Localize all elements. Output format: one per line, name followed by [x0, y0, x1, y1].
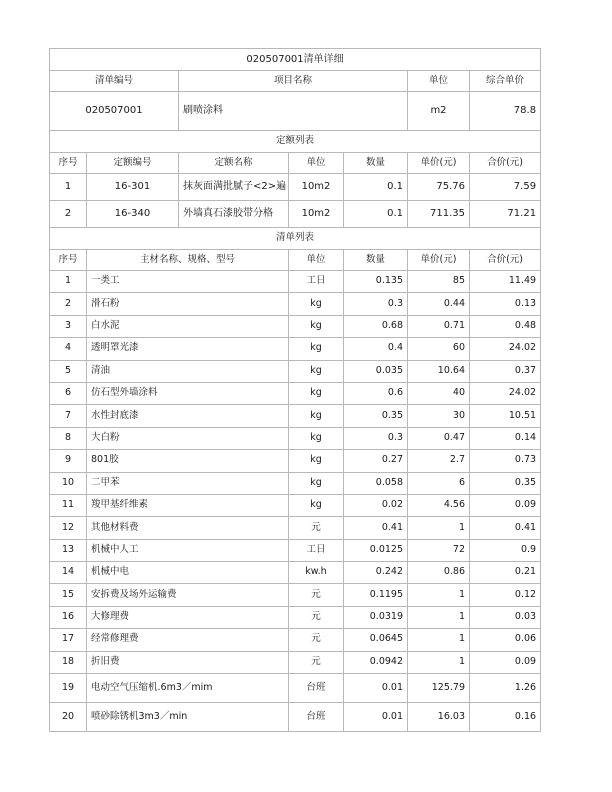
- material-row-unit: kg: [289, 494, 344, 516]
- table-row: [50, 382, 541, 404]
- material-row-total: 0.35: [470, 472, 541, 494]
- material-col-unit: 单位: [289, 250, 344, 271]
- material-row-qty: 0.3: [344, 427, 408, 449]
- table-row: [50, 174, 541, 201]
- material-row-unit: kg: [289, 293, 344, 315]
- material-col-qty: 数量: [344, 250, 408, 271]
- quota-col-code: 定额编号: [87, 153, 179, 174]
- header-bill-code: 清单编号: [50, 71, 179, 92]
- material-row-price: 10.64: [408, 360, 470, 382]
- table-row: [50, 201, 541, 228]
- table-row: [50, 674, 541, 703]
- material-row-unit: 元: [289, 584, 344, 606]
- material-row-unit: 元: [289, 629, 344, 651]
- material-row-qty: 0.3: [344, 293, 408, 315]
- material-row-no: 2: [50, 293, 87, 315]
- material-row-qty: 0.0942: [344, 651, 408, 673]
- material-row-unit: 元: [289, 651, 344, 673]
- material-row-price: 0.71: [408, 315, 470, 337]
- material-row-qty: 0.242: [344, 562, 408, 584]
- material-row-name: 801胶: [87, 450, 289, 472]
- material-row-no: 5: [50, 360, 87, 382]
- material-col-price: 单价(元): [408, 250, 470, 271]
- material-row-no: 15: [50, 584, 87, 606]
- material-row-price: 0.86: [408, 562, 470, 584]
- material-col-name: 主材名称、规格、型号: [87, 250, 289, 271]
- table-row: [50, 562, 541, 584]
- table-row: [50, 494, 541, 516]
- quota-col-unit: 单位: [289, 153, 344, 174]
- material-row-unit: 工日: [289, 539, 344, 561]
- quota-col-no: 序号: [50, 153, 87, 174]
- material-row-total: 24.02: [470, 382, 541, 404]
- material-section-heading-row: [50, 228, 541, 250]
- quota-row-unit: 10m2: [289, 174, 344, 201]
- material-row-total: 0.16: [470, 703, 541, 732]
- table-row: [50, 606, 541, 628]
- bill-item-name: 刷喷涂料: [179, 92, 408, 131]
- bill-item-row: [50, 92, 541, 131]
- material-row-name: 一类工: [87, 271, 289, 293]
- material-row-no: 19: [50, 674, 87, 703]
- material-row-name: 白水泥: [87, 315, 289, 337]
- material-row-no: 17: [50, 629, 87, 651]
- table-row: [50, 450, 541, 472]
- table-row: [50, 315, 541, 337]
- material-row-unit: kg: [289, 472, 344, 494]
- quota-row-name: 抹灰面满批腻子<2>遍: [179, 174, 289, 201]
- material-row-qty: 0.0319: [344, 606, 408, 628]
- material-row-total: 0.41: [470, 517, 541, 539]
- material-row-qty: 0.01: [344, 703, 408, 732]
- material-row-qty: 0.01: [344, 674, 408, 703]
- material-row-price: 16.03: [408, 703, 470, 732]
- quota-row-unit: 10m2: [289, 201, 344, 228]
- material-row-qty: 0.35: [344, 405, 408, 427]
- material-row-unit: kg: [289, 315, 344, 337]
- header-unit: 单位: [408, 71, 470, 92]
- material-row-price: 40: [408, 382, 470, 404]
- material-row-qty: 0.0645: [344, 629, 408, 651]
- page-title: 020507001清单详细: [50, 49, 541, 71]
- material-row-total: 0.9: [470, 539, 541, 561]
- material-row-name: 喷砂除锈机3m3／min: [87, 703, 289, 732]
- quota-row-price: 711.35: [408, 201, 470, 228]
- material-row-total: 0.06: [470, 629, 541, 651]
- material-row-name: 透明罩光漆: [87, 338, 289, 360]
- table-row: [50, 427, 541, 449]
- material-row-unit: 工日: [289, 271, 344, 293]
- material-row-no: 12: [50, 517, 87, 539]
- material-row-name: 仿石型外墙涂料: [87, 382, 289, 404]
- material-section-heading: 清单列表: [50, 228, 541, 250]
- material-row-qty: 0.4: [344, 338, 408, 360]
- material-row-total: 0.73: [470, 450, 541, 472]
- quota-section-heading-row: [50, 131, 541, 153]
- quota-row-no: 1: [50, 174, 87, 201]
- material-row-name: 清油: [87, 360, 289, 382]
- quota-columns-row: [50, 153, 541, 174]
- material-row-price: 30: [408, 405, 470, 427]
- material-row-name: 滑石粉: [87, 293, 289, 315]
- material-row-total: 11.49: [470, 271, 541, 293]
- material-row-total: 24.02: [470, 338, 541, 360]
- table-row: [50, 629, 541, 651]
- quota-section-heading: 定额列表: [50, 131, 541, 153]
- material-row-unit: 台班: [289, 703, 344, 732]
- bill-detail-table: [49, 48, 541, 732]
- document-title-row: [50, 49, 541, 71]
- table-row: [50, 472, 541, 494]
- quota-row-no: 2: [50, 201, 87, 228]
- material-row-no: 1: [50, 271, 87, 293]
- material-row-total: 0.21: [470, 562, 541, 584]
- material-row-name: 折旧费: [87, 651, 289, 673]
- bill-item-unit: m2: [408, 92, 470, 131]
- material-row-qty: 0.135: [344, 271, 408, 293]
- table-row: [50, 703, 541, 732]
- material-row-name: 机械中电: [87, 562, 289, 584]
- material-row-no: 7: [50, 405, 87, 427]
- material-row-qty: 0.68: [344, 315, 408, 337]
- quota-row-name: 外墙真石漆胶带分格: [179, 201, 289, 228]
- material-row-no: 14: [50, 562, 87, 584]
- material-col-total: 合价(元): [470, 250, 541, 271]
- material-row-unit: kw.h: [289, 562, 344, 584]
- header-unit-price: 综合单价: [470, 71, 541, 92]
- material-row-qty: 0.41: [344, 517, 408, 539]
- material-row-price: 6: [408, 472, 470, 494]
- material-row-total: 0.48: [470, 315, 541, 337]
- material-row-unit: kg: [289, 427, 344, 449]
- material-row-total: 0.14: [470, 427, 541, 449]
- material-row-no: 13: [50, 539, 87, 561]
- material-row-total: 0.09: [470, 651, 541, 673]
- material-row-price: 72: [408, 539, 470, 561]
- material-row-total: 0.13: [470, 293, 541, 315]
- material-row-unit: 元: [289, 606, 344, 628]
- quota-row-total: 7.59: [470, 174, 541, 201]
- material-row-unit: 台班: [289, 674, 344, 703]
- material-row-name: 安拆费及场外运输费: [87, 584, 289, 606]
- quota-col-qty: 数量: [344, 153, 408, 174]
- material-row-price: 0.44: [408, 293, 470, 315]
- table-row: [50, 651, 541, 673]
- material-row-qty: 0.058: [344, 472, 408, 494]
- material-row-qty: 0.1195: [344, 584, 408, 606]
- material-row-name: 电动空气压缩机.6m3／mim: [87, 674, 289, 703]
- material-row-no: 11: [50, 494, 87, 516]
- material-row-name: 机械中人工: [87, 539, 289, 561]
- material-row-total: 0.37: [470, 360, 541, 382]
- material-row-price: 2.7: [408, 450, 470, 472]
- bill-item-code: 020507001: [50, 92, 179, 131]
- material-row-no: 16: [50, 606, 87, 628]
- material-row-qty: 0.6: [344, 382, 408, 404]
- material-row-total: 10.51: [470, 405, 541, 427]
- material-row-price: 1: [408, 606, 470, 628]
- quota-col-total: 合价(元): [470, 153, 541, 174]
- material-row-no: 3: [50, 315, 87, 337]
- header-item-name: 项目名称: [179, 71, 408, 92]
- table-row: [50, 360, 541, 382]
- material-row-price: 1: [408, 517, 470, 539]
- material-row-price: 1: [408, 629, 470, 651]
- quota-row-code: 16-340: [87, 201, 179, 228]
- material-row-no: 9: [50, 450, 87, 472]
- material-row-price: 1: [408, 651, 470, 673]
- material-row-no: 10: [50, 472, 87, 494]
- table-row: [50, 584, 541, 606]
- quota-row-total: 71.21: [470, 201, 541, 228]
- material-row-price: 0.47: [408, 427, 470, 449]
- material-row-unit: kg: [289, 382, 344, 404]
- material-columns-row: [50, 250, 541, 271]
- table-row: [50, 539, 541, 561]
- material-row-name: 其他材料费: [87, 517, 289, 539]
- material-row-qty: 0.0125: [344, 539, 408, 561]
- table-row: [50, 271, 541, 293]
- material-row-total: 0.03: [470, 606, 541, 628]
- material-row-price: 85: [408, 271, 470, 293]
- material-row-unit: kg: [289, 450, 344, 472]
- material-row-no: 6: [50, 382, 87, 404]
- material-row-no: 8: [50, 427, 87, 449]
- material-row-name: 二甲苯: [87, 472, 289, 494]
- table-row: [50, 338, 541, 360]
- material-row-name: 经常修理费: [87, 629, 289, 651]
- table-row: [50, 517, 541, 539]
- material-col-no: 序号: [50, 250, 87, 271]
- material-row-no: 20: [50, 703, 87, 732]
- table-row: [50, 293, 541, 315]
- material-row-total: 1.26: [470, 674, 541, 703]
- material-row-unit: 元: [289, 517, 344, 539]
- material-row-price: 60: [408, 338, 470, 360]
- material-row-qty: 0.02: [344, 494, 408, 516]
- material-row-name: 羧甲基纤维素: [87, 494, 289, 516]
- material-row-price: 4.56: [408, 494, 470, 516]
- material-row-name: 大修理费: [87, 606, 289, 628]
- quota-row-code: 16-301: [87, 174, 179, 201]
- material-row-no: 18: [50, 651, 87, 673]
- material-row-price: 125.79: [408, 674, 470, 703]
- quota-col-name: 定额名称: [179, 153, 289, 174]
- quota-col-price: 单价(元): [408, 153, 470, 174]
- material-row-name: 大白粉: [87, 427, 289, 449]
- material-row-qty: 0.27: [344, 450, 408, 472]
- material-row-unit: kg: [289, 338, 344, 360]
- material-row-total: 0.12: [470, 584, 541, 606]
- table-row: [50, 405, 541, 427]
- bill-item-price: 78.8: [470, 92, 541, 131]
- bill-header-row: [50, 71, 541, 92]
- material-row-no: 4: [50, 338, 87, 360]
- material-row-unit: kg: [289, 360, 344, 382]
- material-row-total: 0.09: [470, 494, 541, 516]
- material-row-name: 水性封底漆: [87, 405, 289, 427]
- quota-row-price: 75.76: [408, 174, 470, 201]
- quota-row-qty: 0.1: [344, 174, 408, 201]
- material-row-qty: 0.035: [344, 360, 408, 382]
- quota-row-qty: 0.1: [344, 201, 408, 228]
- material-row-price: 1: [408, 584, 470, 606]
- material-row-unit: kg: [289, 405, 344, 427]
